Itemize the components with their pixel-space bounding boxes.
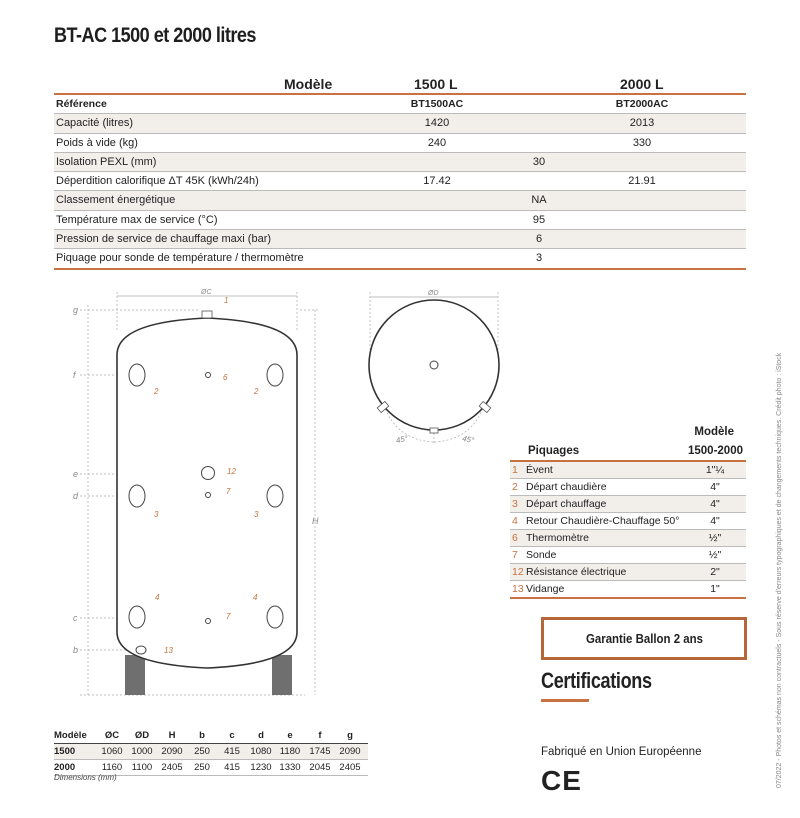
- legal-side-note: 07/2022 - Photos et schémas non contractuels - Sous réserve d'erreurs typographiques et de changements techniques. Crédit photo : iStock: [776, 352, 783, 788]
- dims-cell: 2405: [339, 762, 361, 773]
- dims-cell: 1230: [250, 762, 272, 773]
- dim-letter-g: g: [73, 305, 79, 315]
- piquage-label: Départ chaudière: [526, 481, 607, 493]
- tank-front-drawing: [60, 285, 330, 705]
- piquage-value: 4": [710, 481, 720, 493]
- piquages-header-range: 1500-2000: [688, 445, 743, 457]
- spec-value: BT1500AC: [410, 98, 464, 110]
- warranty-box: [541, 617, 747, 660]
- callout: 3: [154, 510, 159, 519]
- callout: 2: [154, 387, 159, 396]
- spec-value: 2013: [629, 117, 655, 130]
- angle-right-label: 45°: [461, 433, 476, 446]
- spec-row: [54, 114, 746, 133]
- dims-header-cell: f: [318, 730, 322, 741]
- callout: 7: [226, 487, 231, 496]
- spec-label: Poids à vide (kg): [56, 136, 138, 149]
- spec-value: 240: [427, 136, 447, 149]
- callout: 6: [223, 373, 228, 382]
- dims-cell: 2090: [339, 746, 361, 757]
- piquage-num: 3: [512, 498, 518, 510]
- spec-row: [54, 172, 746, 191]
- spec-label: Classement énergétique: [56, 194, 176, 207]
- piquage-label: Résistance électrique: [526, 566, 627, 578]
- certifications-underline: [541, 699, 589, 702]
- piquage-label: Sonde: [526, 549, 557, 561]
- dims-cell: 1060: [101, 746, 123, 757]
- piquage-num: 12: [512, 566, 524, 578]
- dim-letter-c: c: [73, 613, 78, 623]
- callout: 3: [254, 510, 259, 519]
- callout: 4: [155, 593, 160, 602]
- spec-label: Piquage pour sonde de température / thermomètre: [56, 252, 304, 265]
- piquage-num: 4: [512, 515, 518, 527]
- dim-letter-d: d: [73, 491, 79, 501]
- piquage-row: [510, 564, 746, 581]
- spec-row: [54, 134, 746, 153]
- dims-cell: 1100: [131, 762, 153, 773]
- dim-letter-f: f: [73, 370, 76, 380]
- spec-label: Pression de service de chauffage maxi (bar): [56, 233, 272, 246]
- piquage-value: 2": [710, 566, 720, 578]
- dimensions-table: [54, 728, 368, 776]
- dim-label-oc: ØC: [201, 289, 212, 296]
- spec-value: 6: [535, 233, 543, 246]
- spec-row: [54, 191, 746, 210]
- dims-header: [54, 728, 368, 744]
- piquage-value: ½": [708, 532, 722, 544]
- dims-header-cell: g: [347, 730, 353, 741]
- spec-header-2000: 2000 L: [620, 76, 664, 92]
- spec-label: Déperdition calorifique ΔT 45K (kWh/24h): [56, 175, 259, 188]
- piquage-row: [510, 530, 746, 547]
- piquage-row: [510, 581, 746, 599]
- dim-label-od: ØD: [428, 290, 439, 297]
- piquage-value: 4": [710, 498, 720, 510]
- spec-row: [54, 230, 746, 249]
- dims-header-cell: Modèle: [54, 730, 87, 741]
- piquage-num: 1: [512, 464, 518, 476]
- piquage-label: Retour Chaudière-Chauffage 50°: [526, 515, 680, 527]
- dims-cell: 1745: [309, 746, 331, 757]
- dim-letter-b: b: [73, 645, 79, 655]
- piquage-label: Thermomètre: [526, 532, 590, 544]
- spec-header-1500: 1500 L: [414, 76, 458, 92]
- dim-label-h: H: [312, 516, 319, 526]
- piquage-num: 7: [512, 549, 518, 561]
- tank-top-view: [360, 285, 510, 455]
- warranty-label: Garantie Ballon 2 ans: [585, 631, 703, 646]
- dims-cell: 1500: [54, 746, 76, 757]
- spec-label: Isolation PEXL (mm): [56, 155, 157, 168]
- callout: 12: [227, 467, 236, 476]
- spec-value: 30: [532, 155, 546, 168]
- page-title: BT-AC 1500 et 2000 litres: [54, 24, 256, 47]
- spec-label: Référence: [56, 98, 107, 110]
- piquage-row: [510, 496, 746, 513]
- dims-cell: 2090: [161, 746, 183, 757]
- callout: 2: [254, 387, 259, 396]
- dim-letter-e: e: [73, 469, 79, 479]
- piquages-header: [510, 444, 746, 462]
- dimensions-note: Dimensions (mm): [54, 773, 117, 782]
- piquage-value: ½": [708, 549, 722, 561]
- dims-cell: 2000: [54, 762, 76, 773]
- made-in-eu: Fabriqué en Union Européenne: [541, 746, 702, 758]
- dims-cell: 415: [224, 762, 240, 773]
- dims-header-cell: ØC: [104, 730, 120, 741]
- spec-value: 17.42: [423, 175, 451, 188]
- dims-header-cell: b: [199, 730, 205, 741]
- certifications-heading: Certifications: [541, 668, 652, 693]
- angle-left-label: 45°: [395, 433, 409, 446]
- piquage-value: 4": [710, 515, 720, 527]
- dims-row: [54, 744, 368, 760]
- piquages-header-label: Piquages: [528, 445, 580, 457]
- ce-mark-icon: CE: [541, 765, 582, 796]
- spec-value: 1420: [424, 117, 450, 130]
- dims-cell: 1330: [279, 762, 301, 773]
- piquage-value: 1"¼: [705, 464, 725, 476]
- piquage-row: [510, 479, 746, 496]
- spec-value: 3: [535, 252, 543, 265]
- spec-label: Capacité (litres): [56, 117, 134, 130]
- spec-table: [54, 74, 746, 270]
- dims-cell: 2045: [309, 762, 331, 773]
- callout: 4: [253, 593, 258, 602]
- callout: 7: [226, 612, 231, 621]
- callout: 1: [224, 296, 229, 305]
- dims-header-cell: e: [287, 730, 293, 741]
- piquage-num: 13: [512, 583, 524, 595]
- dims-cell: 1160: [101, 762, 123, 773]
- piquage-row: [510, 513, 746, 530]
- spec-value: NA: [531, 194, 547, 207]
- piquages-header-model: Modèle: [694, 426, 734, 438]
- spec-row: [54, 249, 746, 269]
- dims-header-cell: c: [229, 730, 235, 741]
- piquage-label: Vidange: [526, 583, 565, 595]
- dims-cell: 250: [194, 762, 210, 773]
- piquage-num: 2: [512, 481, 518, 493]
- spec-label: Température max de service (°C): [56, 213, 218, 226]
- dims-cell: 1180: [279, 746, 301, 757]
- piquage-value: 1": [710, 583, 720, 595]
- dims-cell: 1000: [131, 746, 153, 757]
- spec-value: BT2000AC: [615, 98, 669, 110]
- spec-value: 21.91: [628, 175, 656, 188]
- piquage-num: 6: [512, 532, 518, 544]
- spec-row: [54, 153, 746, 172]
- dims-cell: 2405: [161, 762, 183, 773]
- spec-value: 330: [632, 136, 652, 149]
- piquage-row: [510, 462, 746, 479]
- dims-header-cell: H: [168, 730, 176, 741]
- piquage-label: Départ chauffage: [526, 498, 607, 510]
- spec-value: 95: [532, 213, 546, 226]
- dims-header-cell: d: [258, 730, 264, 741]
- dims-header-cell: ØD: [134, 730, 150, 741]
- dims-cell: 1080: [250, 746, 272, 757]
- dims-cell: 250: [194, 746, 210, 757]
- piquage-label: Évent: [526, 464, 553, 476]
- spec-table-header: [54, 74, 746, 95]
- spec-row: [54, 211, 746, 230]
- dims-cell: 415: [224, 746, 240, 757]
- spec-row: [54, 95, 746, 114]
- piquage-row: [510, 547, 746, 564]
- piquages-table: [510, 426, 746, 599]
- callout: 13: [164, 646, 173, 655]
- spec-header-model: Modèle: [284, 76, 333, 92]
